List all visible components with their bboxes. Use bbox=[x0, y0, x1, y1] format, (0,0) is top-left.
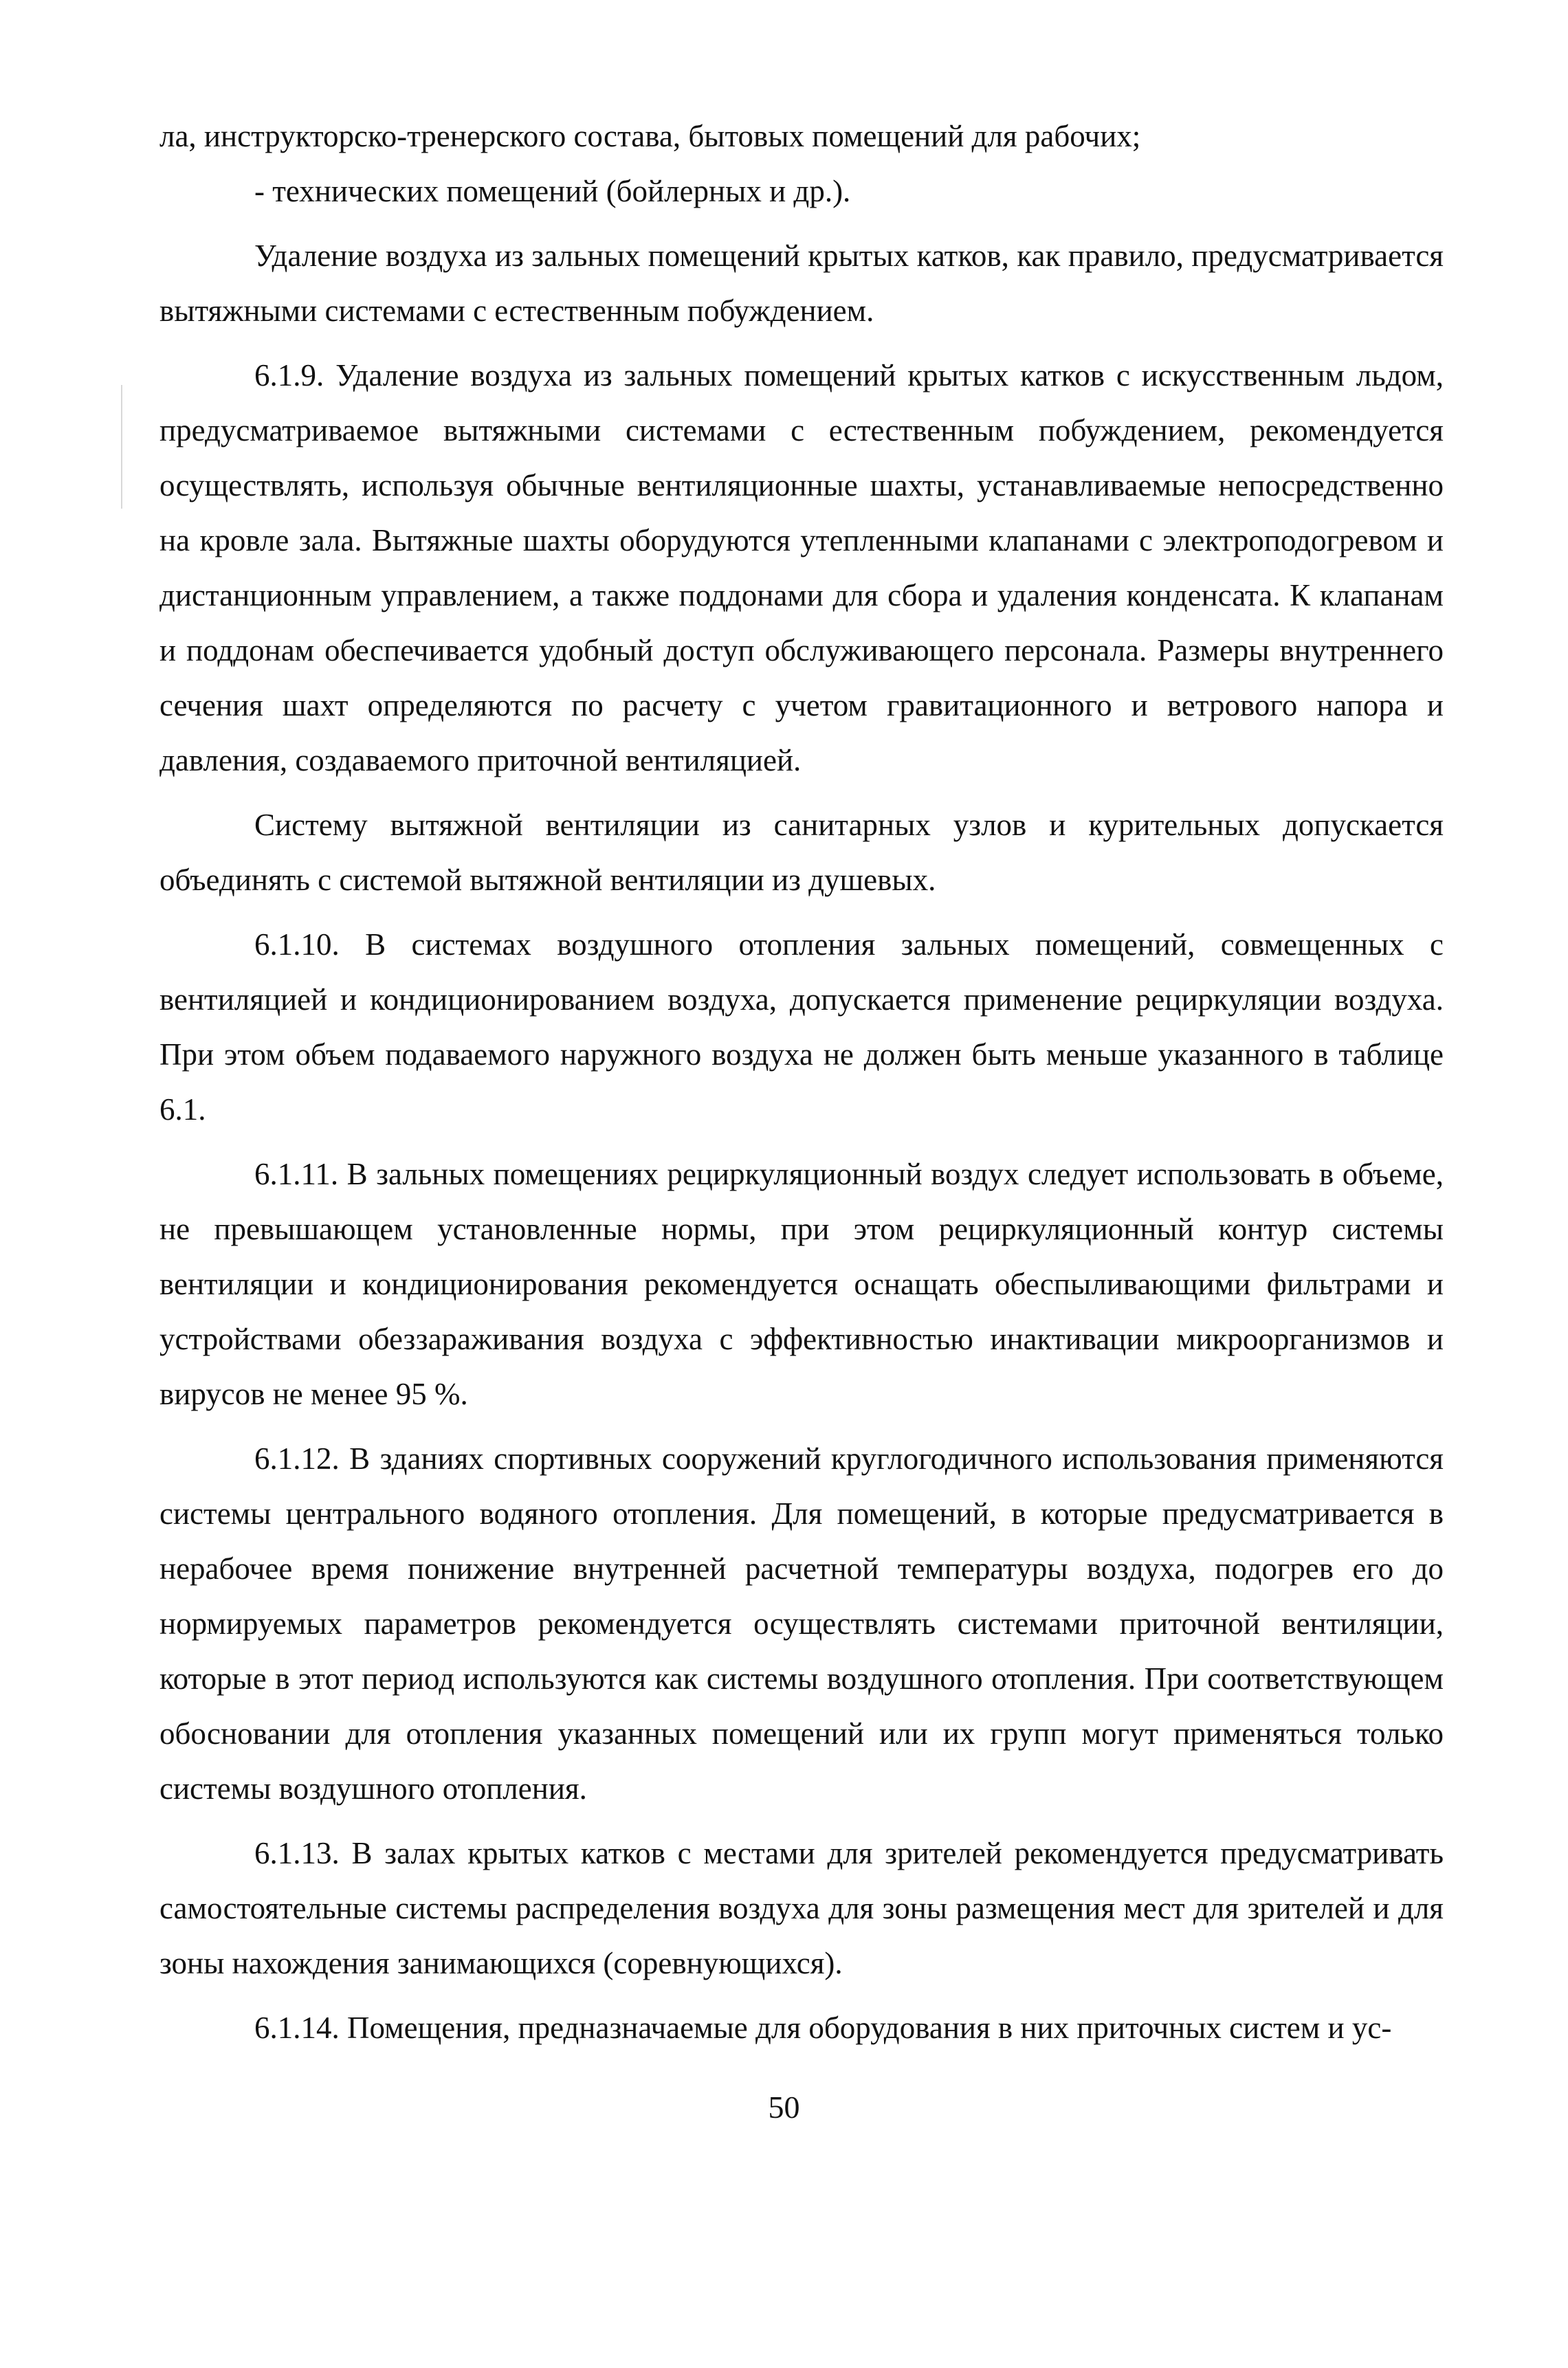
paragraph-6-1-14: 6.1.14. Помещения, предназначаемые для оборудования в них приточных систем и ус- bbox=[254, 2011, 1392, 2045]
paragraph-exhaust-system: Систему вытяжной вентиляции из санитарных узлов и курительных допускается объединять с системой вытяжной вентиляции из душевых. bbox=[159, 808, 1444, 897]
paragraph-6-1-13: 6.1.13. В залах крытых катков с местами для зрителей рекомендуется предусматривать самостоятельные системы распределения воздуха для зоны размещения мест для зрителей и для зоны нахождения занимающихся (соревнующихся). bbox=[159, 1836, 1444, 1980]
document-body bbox=[159, 109, 1444, 2055]
paragraph-air-removal: Удаление воздуха из зальных помещений крытых катков, как правило, предусматривается вытяжными системами с естественным побуждением. bbox=[159, 239, 1444, 328]
page-number: 50 bbox=[768, 2090, 800, 2125]
paragraph-6-1-11: 6.1.11. В зальных помещениях рециркуляционный воздух следует использовать в объеме, не превышающем установленные нормы, при этом рециркуляционный контур системы вентиляции и кондиционирования рекомендуется оснащать обеспыливающими фильтрами и устройствами обеззараживания воздуха с эффективностью инактивации микроорганизмов и вирусов не менее 95 %. bbox=[159, 1157, 1444, 1411]
paragraph-continuation: ла, инструкторско-тренерского состава, бытовых помещений для рабочих; bbox=[159, 119, 1141, 153]
scan-margin-mark bbox=[121, 385, 122, 509]
paragraph-6-1-9: 6.1.9. Удаление воздуха из зальных помещений крытых катков с искусственным льдом, предусматриваемое вытяжными системами с естественным побуждением, рекомендуется осуществлять, используя обычные вентиляционные шахты, устанавливаемые непосредственно на кровле зала. Вытяжные шахты оборудуются утепленными клапанами с электроподогревом и дистанционным управлением, а также поддонами для сбора и удаления конденсата. К клапанам и поддонам обеспечивается удобный доступ обслуживающего персонала. Размеры внутреннего сечения шахт определяются по расчету с учетом гравитационного и ветрового напора и давления, создаваемого приточной вентиляцией. bbox=[159, 358, 1444, 777]
paragraph-6-1-12: 6.1.12. В зданиях спортивных сооружений круглогодичного использования применяются системы центрального водяного отопления. Для помещений, в которые предусматривается в нерабочее время понижение внутренней расчетной температуры воздуха, подогрев его до нормируемых параметров рекомендуется осуществлять системами приточной вентиляции, которые в этот период используются как системы воздушного отопления. При соответствующем обосновании для отопления указанных помещений или их групп могут применяться только системы воздушного отопления. bbox=[159, 1441, 1444, 1806]
paragraph-list-item: - технических помещений (бойлерных и др.). bbox=[254, 174, 851, 208]
paragraph-6-1-10: 6.1.10. В системах воздушного отопления зальных помещений, совмещенных с вентиляцией и кондиционированием воздуха, допускается применение рециркуляции воздуха. При этом объем подаваемого наружного воздуха не должен быть меньше указанного в таблице 6.1. bbox=[159, 927, 1444, 1127]
